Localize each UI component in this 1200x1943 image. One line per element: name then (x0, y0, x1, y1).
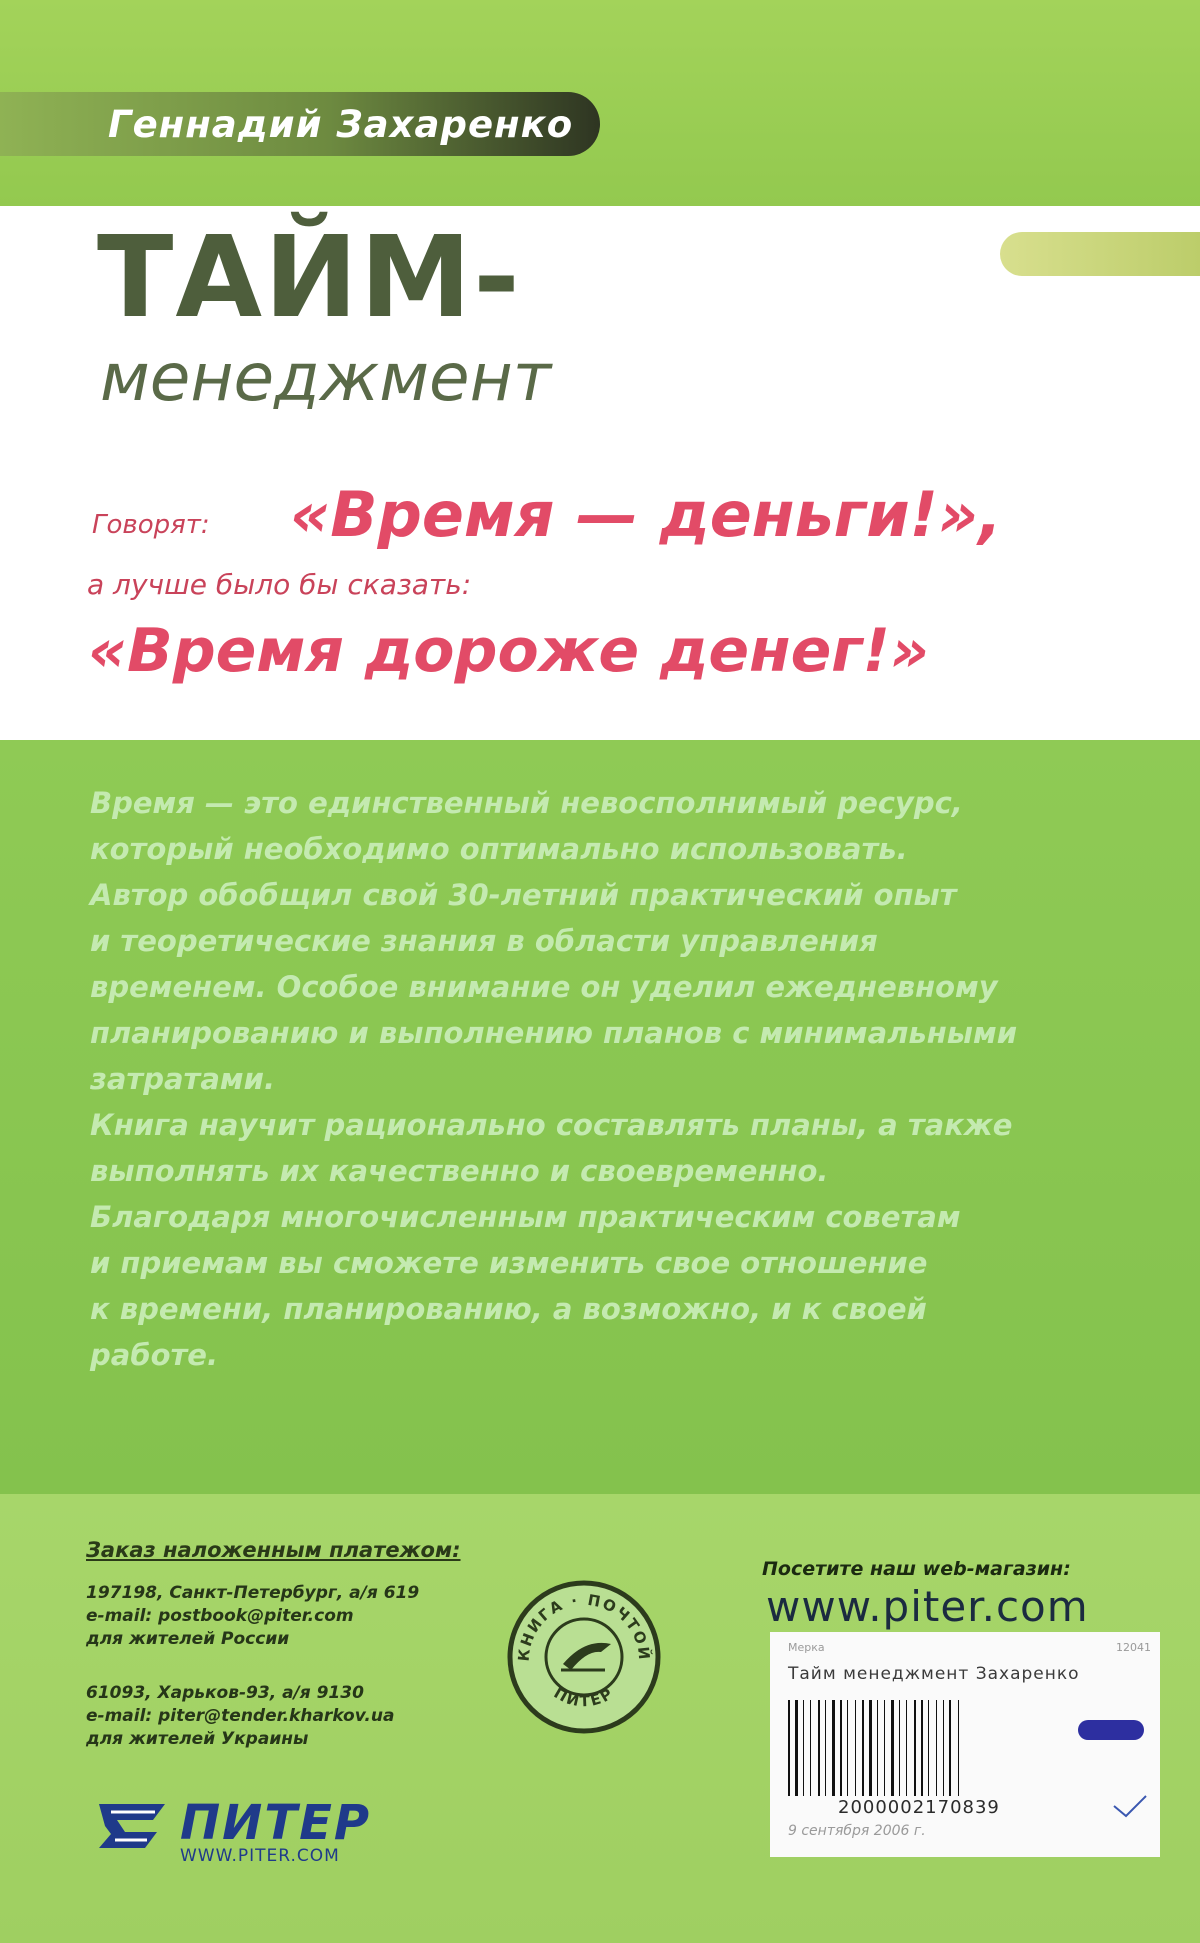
publisher-logo-text: ПИТЕР (180, 1795, 372, 1851)
better-say-label: а лучше было бы сказать: (87, 568, 472, 601)
barcode-bar (862, 1700, 864, 1796)
address-line: для жителей России (86, 1629, 290, 1649)
description-line: и приемам вы сможете изменить свое отношение (90, 1246, 928, 1280)
address-line: 197198, Санкт-Петербург, а/я 619 (86, 1583, 420, 1603)
barcode-bar (818, 1700, 820, 1796)
sticker-date: 9 сентября 2006 г. (788, 1823, 926, 1839)
description-line: который необходимо оптимально использовать. (90, 832, 908, 866)
barcode-bar (884, 1700, 885, 1796)
barcode-bar (906, 1700, 907, 1796)
barcode-bar (840, 1700, 842, 1796)
address-line: для жителей Украины (86, 1729, 309, 1749)
sticker-small-text: Мерка (788, 1641, 825, 1654)
barcode-bar (928, 1700, 929, 1796)
side-tab-decoration (1000, 232, 1200, 276)
barcode-bar (958, 1700, 959, 1796)
barcode-bar (832, 1700, 835, 1796)
description-line: затратами. (90, 1062, 275, 1096)
sticker-small-code: 12041 (1116, 1641, 1151, 1654)
publisher-url[interactable]: WWW.PITER.COM (180, 1846, 340, 1866)
book-title-sub: менеджмент (100, 339, 552, 416)
description-line: и теоретические знания в области управления (90, 924, 878, 958)
email-link[interactable]: e-mail: postbook@piter.com (86, 1606, 354, 1626)
stamp-text-top: КНИГА · ПОЧТОЙ (514, 1590, 654, 1663)
barcode-bar (949, 1700, 951, 1796)
sticker-title: Тайм менеджмент Захаренко (788, 1664, 1080, 1684)
description-line: Автор обобщил свой 30-летний практический опыт (90, 878, 957, 912)
description-line: Время — это единственный невосполнимый ресурс, (90, 786, 963, 820)
visit-shop-label: Посетите наш web-магазин: (762, 1558, 1071, 1580)
stamp-text-bottom: ПИТЕР (550, 1683, 618, 1711)
barcode-bar (803, 1700, 804, 1796)
barcode-bar (825, 1700, 826, 1796)
book-description (90, 780, 1150, 1378)
blue-marker (1078, 1720, 1144, 1740)
description-line: Книга научит рационально составлять планы, а также (90, 1108, 1013, 1142)
barcode-bar (891, 1700, 894, 1796)
description-line: выполнять их качественно и своевременно. (90, 1154, 829, 1188)
description-line: временем. Особое внимание он уделил ежедневному (90, 970, 998, 1004)
barcode-bar (914, 1700, 916, 1796)
barcode-icon (784, 1700, 1044, 1796)
barcode-bar (855, 1700, 856, 1796)
barcode-bar (788, 1700, 790, 1796)
barcode-number: 2000002170839 (838, 1797, 1000, 1818)
barcode-bar (795, 1700, 798, 1796)
says-label: Говорят: (92, 510, 210, 540)
checkmark-icon (1112, 1792, 1148, 1820)
barcode-bar (943, 1700, 944, 1796)
barcode-bar (899, 1700, 900, 1796)
quote-time-is-money: «Время — деньги!», (290, 478, 1002, 551)
address-line: 61093, Харьков-93, а/я 9130 (86, 1683, 364, 1703)
description-line: Благодаря многочисленным практическим советам (90, 1200, 961, 1234)
address-ukraine (86, 1682, 394, 1751)
address-russia (86, 1582, 419, 1651)
quote-time-dearer: «Время дороже денег!» (88, 616, 929, 686)
order-title: Заказ наложенным платежом: (86, 1538, 461, 1562)
barcode-bar (810, 1700, 811, 1796)
shop-url-link[interactable]: www.piter.com (766, 1582, 1089, 1631)
book-title-main: ТАЙМ- (97, 213, 522, 343)
email-link[interactable]: e-mail: piter@tender.kharkov.ua (86, 1706, 395, 1726)
barcode-bar (847, 1700, 848, 1796)
description-line: к времени, планированию, а возможно, и к своей (90, 1292, 927, 1326)
barcode-bar (869, 1700, 872, 1796)
description-line: работе. (90, 1338, 218, 1372)
author-name: Геннадий Захаренко (108, 103, 574, 146)
barcode-bar (921, 1700, 923, 1796)
barcode-bar (936, 1700, 937, 1796)
barcode-bar (877, 1700, 878, 1796)
book-by-mail-stamp (505, 1578, 663, 1736)
description-line: планированию и выполнению планов с минимальными (90, 1016, 1018, 1050)
